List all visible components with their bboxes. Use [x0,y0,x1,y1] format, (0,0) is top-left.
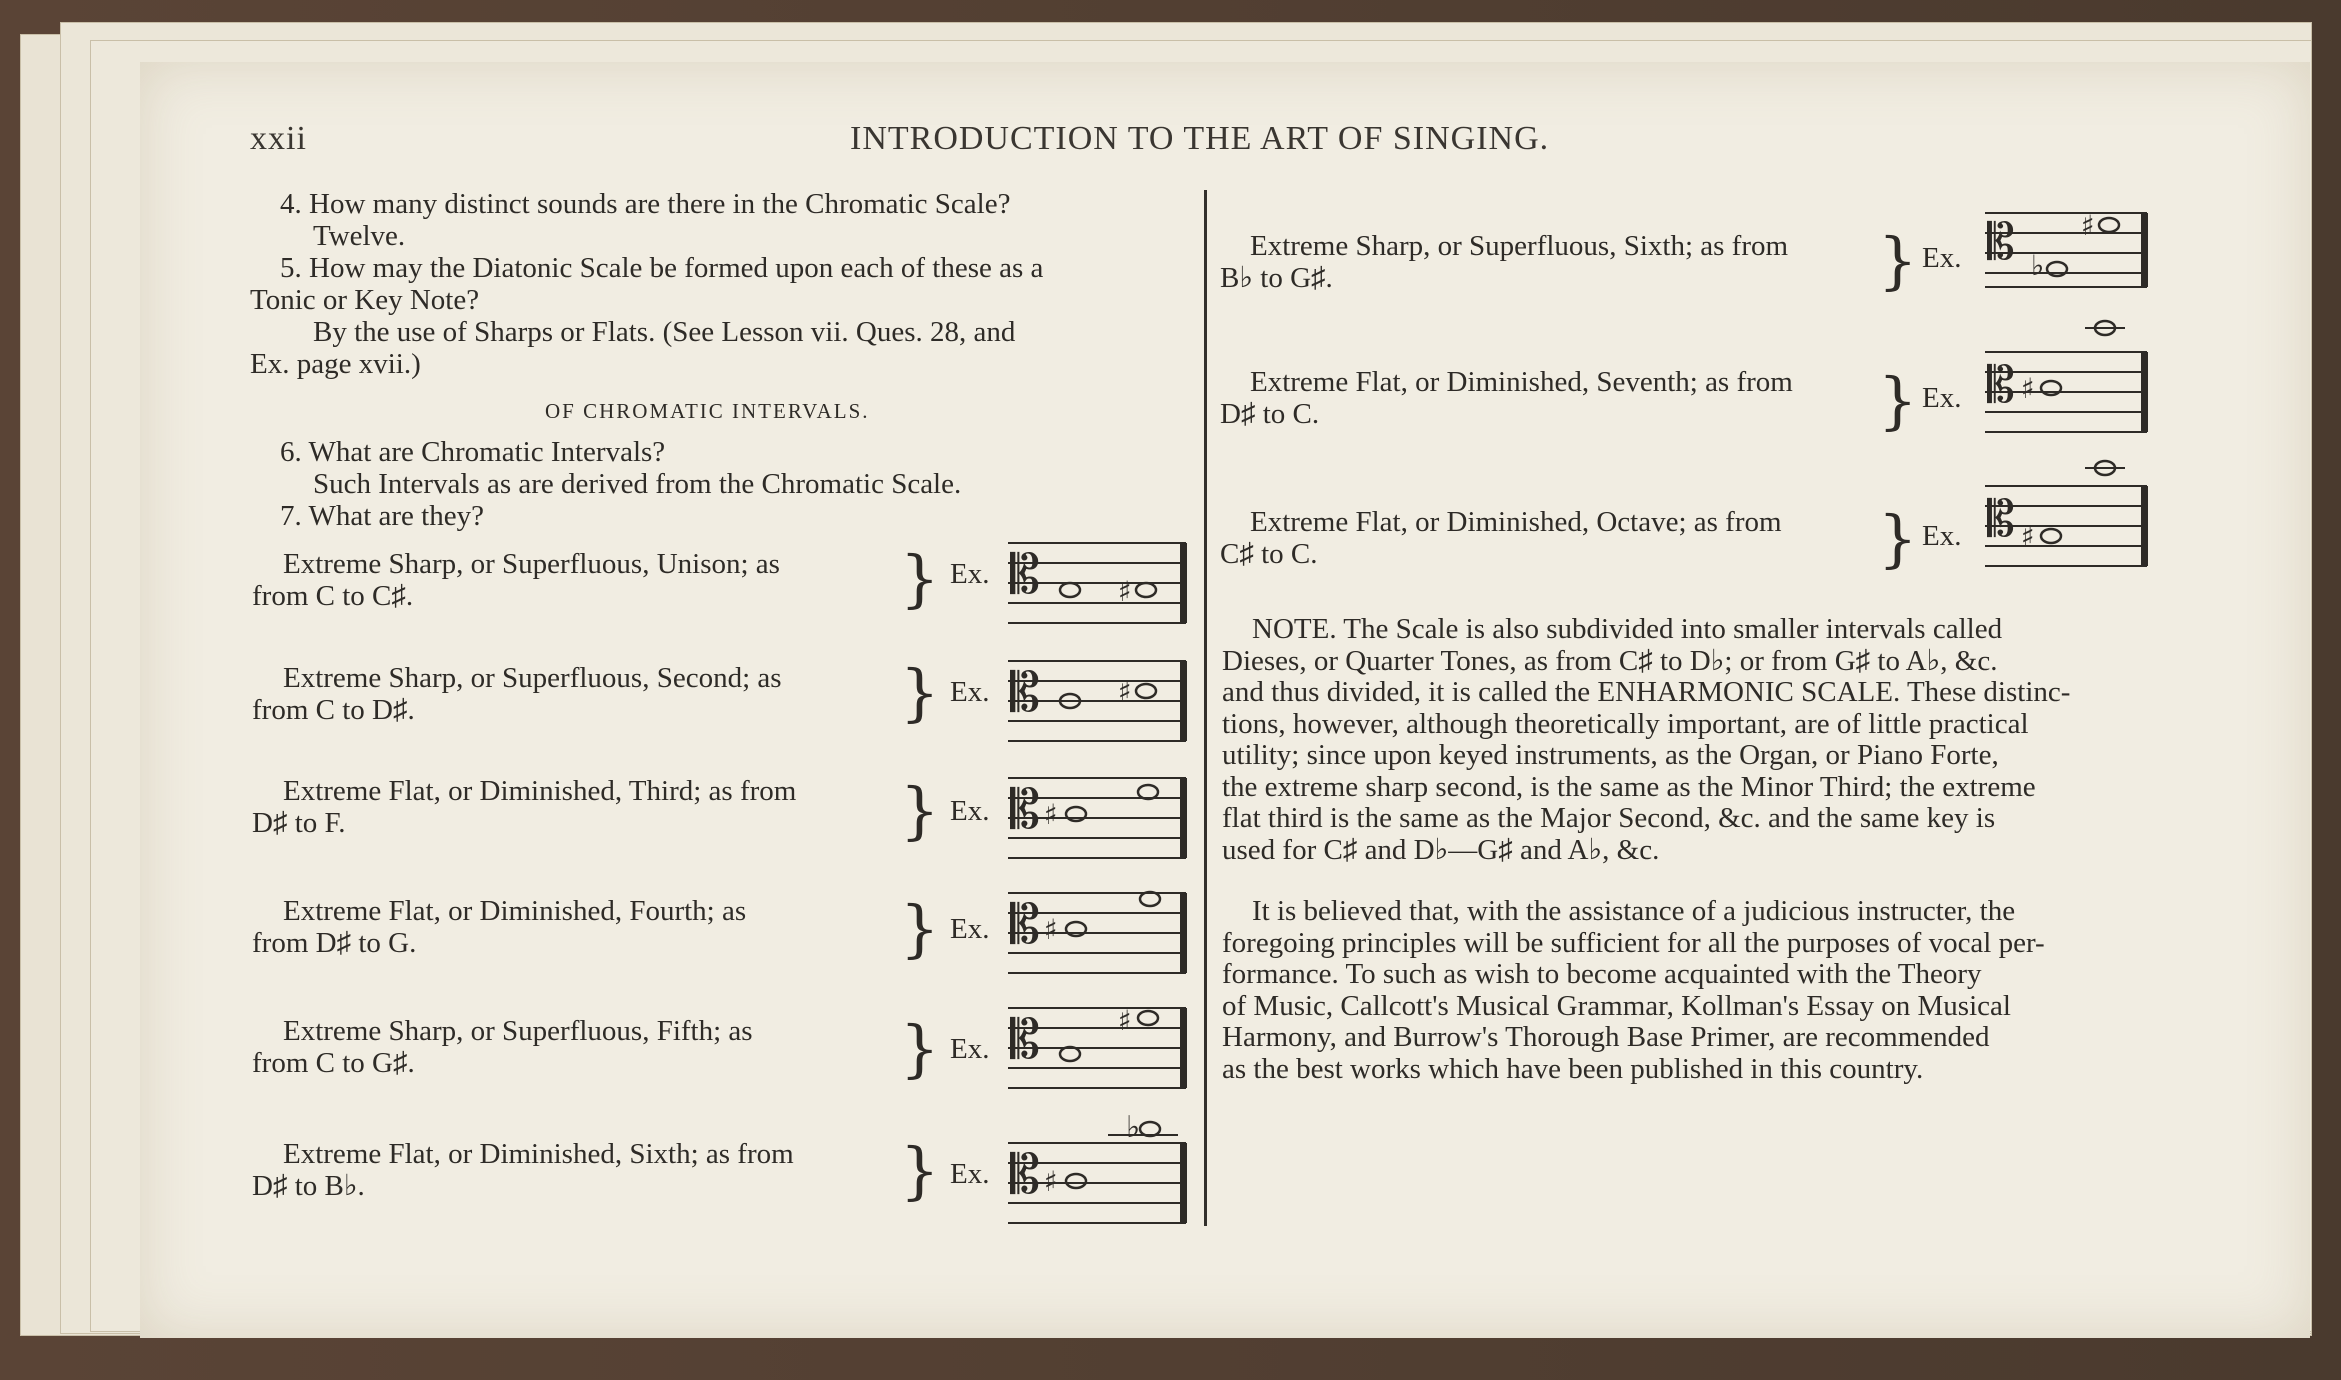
example-label: Ex. [950,676,990,708]
svg-text:𝄡: 𝄡 [1010,893,1041,956]
example-line2: D♯ to B♭. [252,1170,365,1202]
brace-icon: } [900,1012,940,1085]
answer-5-line1: By the use of Sharps or Flats. (See Lesson vii. Ques. 28, and [313,316,1016,348]
example-label: Ex. [1922,520,1962,552]
paragraph-line: Dieses, or Quarter Tones, as from C♯ to D♭; or from G♯ to A♭, &c. [1222,644,1998,677]
example-line2: B♭ to G♯. [1220,262,1333,294]
example-line1: Extreme Flat, or Diminished, Sixth; as from [283,1138,794,1170]
brace-icon: } [900,892,940,965]
svg-text:𝄡: 𝄡 [1010,661,1041,724]
svg-text:𝄡: 𝄡 [1987,356,2015,414]
paragraph-line: formance. To such as wish to become acquainted with the Theory [1222,958,1982,990]
column-divider [1204,190,1207,1226]
example-line2: C♯ to C. [1220,538,1318,570]
brace-icon: } [900,542,940,615]
svg-text:♯: ♯ [2081,209,2095,242]
example-line1: Extreme Flat, or Diminished, Fourth; as [283,895,747,927]
example-label: Ex. [950,795,990,827]
svg-text:♯: ♯ [1044,1165,1058,1198]
svg-text:♯: ♯ [1044,913,1058,946]
paragraph-line: tions, however, although theoretically important, are of little practical [1222,707,2029,740]
brace-icon: } [1878,364,1918,437]
answer-4: Twelve. [313,220,406,252]
example-line2: D♯ to F. [252,807,346,839]
question-7: 7. What are they? [280,500,484,532]
example-label: Ex. [1922,382,1962,414]
brace-icon: } [900,656,940,729]
answer-5-line2: Ex. page xvii.) [250,348,421,380]
paragraph-line: It is believed that, with the assistance of a judicious instructer, the [1252,895,2016,927]
example-line1: Extreme Sharp, or Superfluous, Second; as [283,662,782,694]
music-staff-icon [1985,450,2155,580]
example-line2: from C to C♯. [252,580,414,612]
music-staff-icon [1008,885,1193,975]
svg-text:♯: ♯ [1044,798,1058,831]
example-line1: Extreme Flat, or Diminished, Seventh; as from [1250,366,1793,398]
example-line1: Extreme Sharp, or Superfluous, Fifth; as [283,1015,753,1047]
example-label: Ex. [950,1033,990,1065]
svg-text:𝄡: 𝄡 [1010,1008,1041,1071]
paragraph-line: Harmony, and Burrow's Thorough Base Primer, are recommended [1222,1021,1990,1053]
paragraph-line: foregoing principles will be sufficient for all the purposes of vocal per- [1222,926,2045,959]
paragraph-line: used for C♯ and D♭—G♯ and A♭, &c. [1222,833,1660,866]
example-line2: D♯ to C. [1220,398,1320,430]
brace-icon: } [900,1134,940,1207]
example-line1: Extreme Flat, or Diminished, Octave; as from [1250,506,1782,538]
music-staff-icon [1008,535,1193,625]
svg-text:♭: ♭ [2031,249,2045,282]
paragraph-line: of Music, Callcott's Musical Grammar, Kollman's Essay on Musical [1222,989,2011,1022]
question-5-line2: Tonic or Key Note? [250,284,480,316]
question-6: 6. What are Chromatic Intervals? [280,436,666,468]
example-line1: Extreme Sharp, or Superfluous, Sixth; as from [1250,230,1789,262]
page-number: xxii [250,120,307,157]
example-label: Ex. [950,913,990,945]
example-line1: Extreme Flat, or Diminished, Third; as from [283,775,797,807]
music-staff-icon [1008,1000,1193,1090]
svg-text:𝄡: 𝄡 [1987,213,2015,271]
music-staff-icon [1008,770,1193,860]
note-paragraph [1222,614,2167,866]
answer-6: Such Intervals as are derived from the Chromatic Scale. [313,468,962,500]
paragraph-line: as the best works which have been published in this country. [1222,1052,1924,1085]
music-staff-icon [1008,1115,1193,1225]
example-label: Ex. [950,558,990,590]
svg-text:♯: ♯ [1118,575,1132,608]
example-label: Ex. [1922,242,1962,274]
example-line2: from C to D♯. [252,694,415,726]
brace-icon: } [1878,224,1918,297]
svg-text:𝄡: 𝄡 [1010,543,1041,606]
paragraph-line: utility; since upon keyed instruments, as the Organ, or Piano Forte, [1222,739,1999,771]
example-line1: Extreme Sharp, or Superfluous, Unison; as [283,548,780,580]
svg-text:♭: ♭ [1126,1115,1141,1145]
music-staff-icon [1985,205,2155,295]
example-line2: from D♯ to G. [252,927,417,959]
paragraph-line: the extreme sharp second, is the same as the Minor Third; the extreme [1222,770,2036,803]
svg-text:𝄡: 𝄡 [1987,490,2015,548]
svg-text:♯: ♯ [1118,1004,1132,1037]
brace-icon: } [1878,502,1918,575]
example-label: Ex. [950,1158,990,1190]
running-title: INTRODUCTION TO THE ART OF SINGING. [850,120,1550,157]
svg-text:♯: ♯ [1118,675,1132,708]
brace-icon: } [900,774,940,847]
svg-text:♯: ♯ [2021,520,2035,553]
example-line2: from C to G♯. [252,1047,415,1079]
paragraph-line: and thus divided, it is called the ENHARMONIC SCALE. These distinc- [1222,676,2071,708]
question-5-line1: 5. How may the Diatonic Scale be formed upon each of these as a [280,252,1044,284]
svg-text:𝄡: 𝄡 [1010,778,1041,841]
paragraph-line: flat third is the same as the Major Second, &c. and the same key is [1222,802,1996,834]
music-staff-icon [1985,310,2155,440]
closing-paragraph [1222,896,2167,1085]
svg-text:𝄡: 𝄡 [1010,1143,1041,1206]
question-4: 4. How many distinct sounds are there in the Chromatic Scale? [280,188,1011,220]
svg-text:♯: ♯ [2021,372,2035,405]
paragraph-line: NOTE. The Scale is also subdivided into smaller intervals called [1252,613,2003,645]
music-staff-icon [1008,653,1193,743]
section-heading: OF CHROMATIC INTERVALS. [545,399,870,423]
